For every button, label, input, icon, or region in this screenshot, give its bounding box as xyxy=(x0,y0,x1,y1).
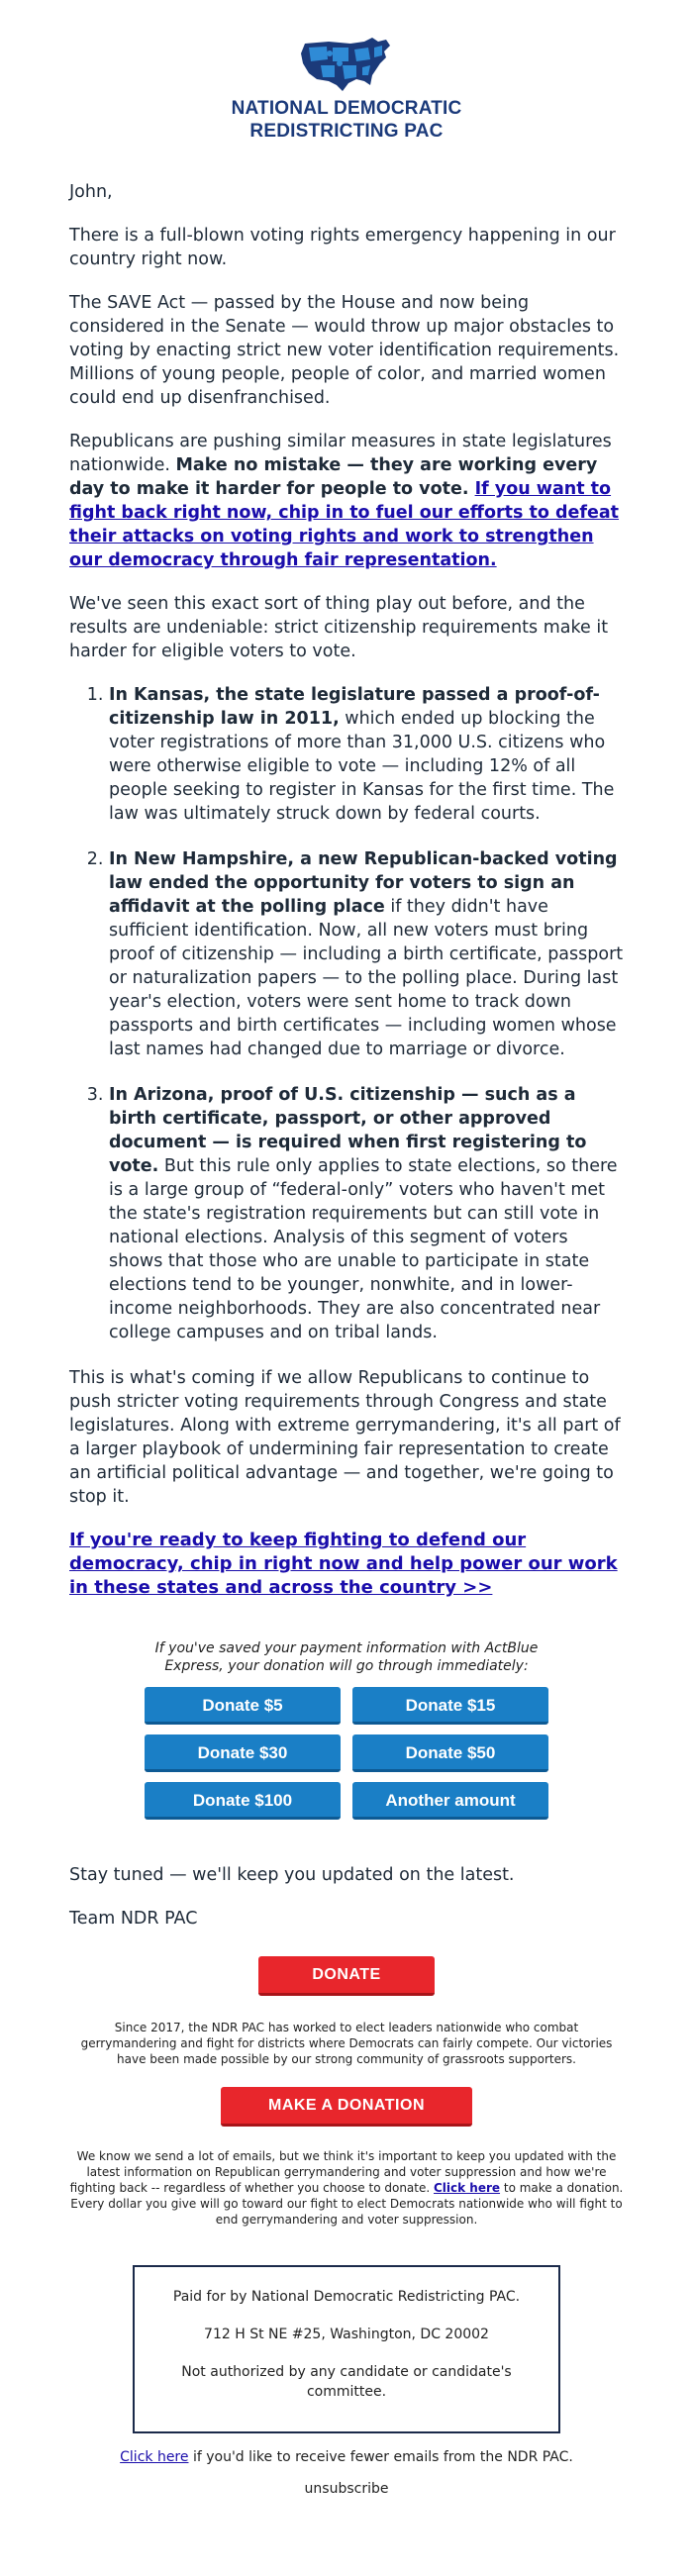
emails-explainer-before: We know we send a lot of emails, but we think it's important to keep you updated with the latest information on Republican gerrymandering and voter suppression and how we're fighting back -- regardless of whether you choose to donate. xyxy=(69,2149,617,2195)
cta-link[interactable]: If you're ready to keep fighting to defend our democracy, chip in right now and help power our work in these states and across the country >> xyxy=(69,1530,618,1598)
case-kansas-bold: In Kansas, the state legislature passed a proof-of-citizenship law in 2011, xyxy=(109,685,600,729)
us-map-puzzle-icon xyxy=(299,36,394,93)
paragraph-republicans-bold: Make no mistake — they are working every day to make it harder for people to vote. xyxy=(69,455,598,499)
make-donation-button[interactable]: MAKE A DONATION xyxy=(221,2087,472,2127)
paragraph-save-act: The SAVE Act — passed by the House and now being considered in the Senate — would throw up major obstacles to voting by enacting strict new voter identification requirements. Millions of young people, people of color, and married women could end up disenfranchised. xyxy=(69,293,620,408)
case-nh-bold: In New Hampshire, a new Republican-backed voting law ended the opportunity for voters to sign an affidavit at the polling place xyxy=(109,849,618,917)
list-item-kansas xyxy=(109,683,624,826)
paragraph-republicans-text: Republicans are pushing similar measures in state legislatures nationwide. xyxy=(69,432,612,475)
emails-explainer-after: to make a donation. Every dollar you give will go toward our fight to elect Democrats nationwide who will fight to end gerrymandering and voter suppression. xyxy=(70,2181,624,2227)
not-authorized-text: Not authorized by any candidate or candidate's committee. xyxy=(181,2364,512,2400)
case-az-text: But this rule only applies to state elections, so there is a large group of “federal-only” voters who haven't met the state's registration requirements but can still vote in national elections. Analysis of this segment of voters shows that those who are unable to participate in state elections tend to be younger, nonwhite, and in lower-income neighborhoods. They are also concentrated near college campuses and on tribal lands. xyxy=(109,1156,618,1342)
org-name xyxy=(0,97,693,143)
emails-explainer xyxy=(0,2148,693,2228)
fewer-emails-line xyxy=(0,2447,693,2467)
donate-intro: If you've saved your payment information with ActBlue Express, your donation will go through immediately: xyxy=(154,1640,539,1674)
paragraph-whats-coming: This is what's coming if we allow Republicans to continue to push stricter voting requirements through Congress and state legislatures. Along with extreme gerrymandering, it's all part of a larger playbook of undermining fair representation to create an artificial political advantage — and together, we're going to stop it. xyxy=(69,1368,621,1507)
donate-50-button[interactable]: Donate $50 xyxy=(352,1734,548,1772)
org-name-line2: REDISTRICTING PAC xyxy=(249,121,444,142)
fewer-emails-link[interactable]: Click here xyxy=(120,2449,189,2465)
org-name-line1: NATIONAL DEMOCRATIC xyxy=(231,98,462,119)
list-item-new-hampshire xyxy=(109,847,624,1061)
donate-other-amount-button[interactable]: Another amount xyxy=(352,1782,548,1820)
address-text: 712 H St NE #25, Washington, DC 20002 xyxy=(204,2327,489,2342)
salutation: John, xyxy=(69,182,113,202)
email-body xyxy=(0,180,693,1600)
case-kansas-text: which ended up blocking the voter registrations of more than 31,000 U.S. citizens who were otherwise eligible to vote — including 12% of all people seeking to register in Kansas for the first time. The law was ultimately struck down by federal courts. xyxy=(109,709,615,824)
case-az-bold: In Arizona, proof of U.S. citizenship — such as a birth certificate, passport, or other approved document — is required when first registering to vote. xyxy=(109,1085,587,1176)
paragraph-emergency: There is a full-blown voting rights emergency happening in our country right now. xyxy=(69,226,616,269)
donate-button[interactable]: DONATE xyxy=(258,1956,435,1996)
donate-5-button[interactable]: Donate $5 xyxy=(145,1687,341,1725)
paid-for-box xyxy=(133,2265,560,2433)
donate-button-grid xyxy=(0,1687,693,1820)
donate-15-button[interactable]: Donate $15 xyxy=(352,1687,548,1725)
signoff-team: Team NDR PAC xyxy=(69,1909,198,1929)
paragraph-republicans xyxy=(69,430,624,572)
chip-in-link[interactable]: If you want to fight back right now, chip in to fuel our efforts to defeat their attacks on voting rights and work to strengthen our democracy through fair representation. xyxy=(69,479,620,570)
email-header xyxy=(0,0,693,143)
donate-100-button[interactable]: Donate $100 xyxy=(145,1782,341,1820)
since-2017-text: Since 2017, the NDR PAC has worked to elect leaders nationwide who combat gerrymandering and fight for districts where Democrats can fairly compete. Our victories have been made possible by our strong community of grassroots supporters. xyxy=(80,2021,613,2066)
paragraph-seen-before: We've seen this exact sort of thing play out before, and the results are undeniable: strict citizenship requirements make it harder for eligible voters to vote. xyxy=(69,594,609,661)
donate-30-button[interactable]: Donate $30 xyxy=(145,1734,341,1772)
donate-section xyxy=(0,1639,693,1820)
unsubscribe-link[interactable]: unsubscribe xyxy=(304,2481,389,2497)
list-item-arizona xyxy=(109,1083,624,1344)
signoff-line: Stay tuned — we'll keep you updated on the latest. xyxy=(69,1865,515,1885)
state-cases-list xyxy=(69,683,624,1344)
case-nh-text: if they didn't have sufficient identification. Now, all new voters must bring proof of citizenship — including a birth certificate, passport or naturalization papers — to the polling place. During last year's election, voters were sent home to track down passports and birth certificates — including women whose last names had changed due to marriage or divorce. xyxy=(109,897,624,1059)
make-donation-link[interactable]: Click here xyxy=(434,2181,501,2195)
signoff xyxy=(0,1863,693,1931)
email-footer xyxy=(0,1956,693,2526)
fewer-emails-text: if you'd like to receive fewer emails from the NDR PAC. xyxy=(188,2449,573,2465)
paid-for-text: Paid for by National Democratic Redistricting PAC. xyxy=(172,2289,521,2305)
